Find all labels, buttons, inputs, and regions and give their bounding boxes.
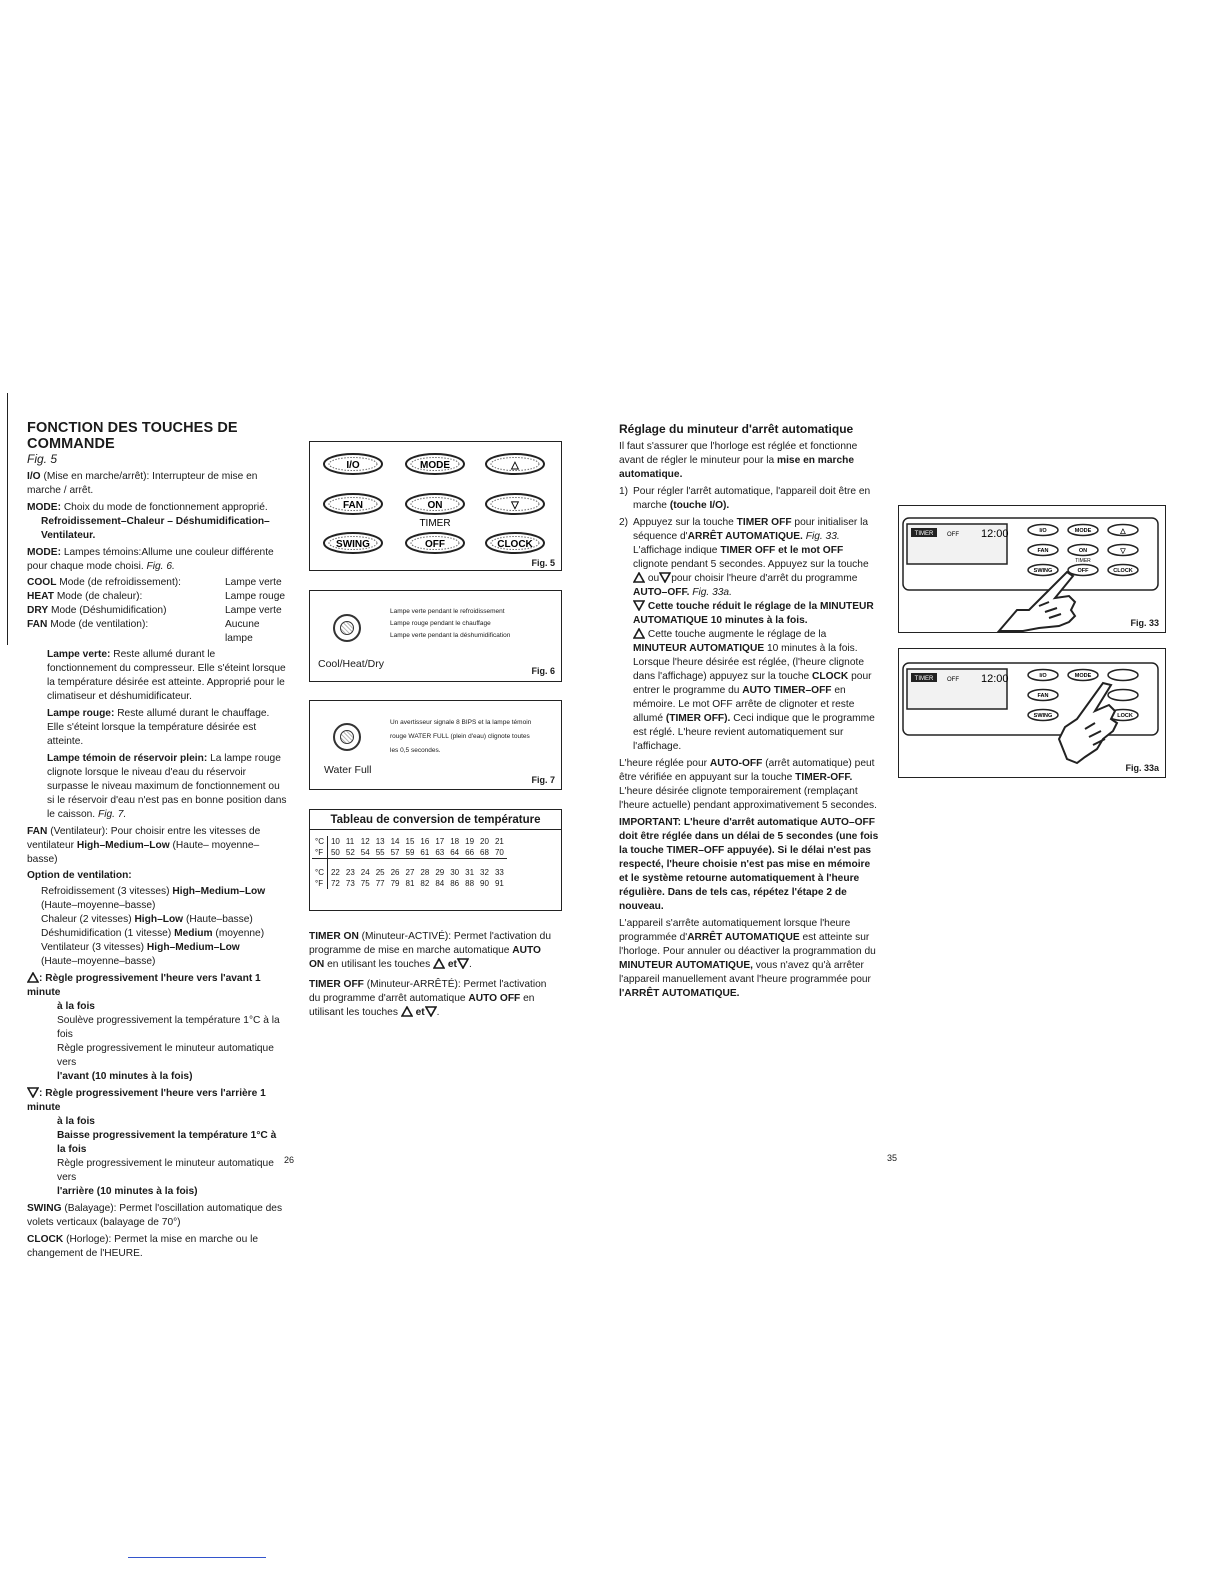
lamp-mode-row: HEAT Mode (de chaleur): Lampe rouge <box>27 591 286 602</box>
lamp-mode-row: DRY Mode (Déshumidification) Lampe verte <box>27 605 282 616</box>
fig5-button-panel <box>309 441 562 571</box>
step-1: 1) Pour régler l'arrêt automatique, l'appareil doit être en marche (touche I/O). <box>619 486 871 511</box>
ventilation-option-heading: Option de ventilation: <box>27 870 132 881</box>
timer-section-title: Réglage du minuteur d'arrêt automatique <box>619 422 854 436</box>
table-row: °C 10 11 12 13 14 15 16 17 18 19 20 21 <box>312 836 507 847</box>
table-row: °F 72 73 75 77 79 81 82 84 86 88 90 91 <box>312 878 507 889</box>
page-number-26: 26 <box>284 1155 295 1165</box>
conversion-table-title: Tableau de conversion de température <box>310 810 561 830</box>
step-2: 2) Appuyez sur la touche TIMER OFF pour initialiser la séquence d'ARRÊT AUTOMATIQUE. Fig. 33. L'affichage indique TIMER OFF et le mot OFF clignote pendant 5 secondes. Appuyez sur la touche ou pour choisir l'heure d'arrêt du programme AUTO–OFF. Fig. 33a. Cette touche réduit le réglage de la MINUTEUR AUTOMATIQUE 10 minutes à la fois. Cette touche augmente le réglage de la MINUTEUR AUTOMATIQUE 10 minutes à la fois. Lorsque l'heure désirée est réglée, (l'heure clignote dans l'affichage) appuyez sur la touche CLOCK pour entrer le programme du AUTO TIMER–OFF en mémoire. Le mot OFF arrête de clignoter et reste allumé (TIMER OFF). Ceci indique que le programme est réglé. L'heure revient automatiquement sur l'affichage. <box>619 517 875 752</box>
ventilation-option-list <box>41 885 287 969</box>
fig33a-drawing <box>899 649 1165 777</box>
svg-text:FAN: FAN <box>1037 693 1049 699</box>
clock-definition: CLOCK (Horloge): Permet la mise en marche ou le changement de l'HEURE. <box>27 1234 259 1259</box>
svg-text:OFF: OFF <box>425 539 445 550</box>
fan-definition: FAN (Ventilateur): Pour choisir entre les vitesses de ventilateur High–Medium–Low (Haute– moyenne–basse) <box>27 826 261 865</box>
option-line: Refroidissement (3 vitesses) High–Medium–Low <box>41 886 266 897</box>
red-lamp-definition: Lampe rouge: Reste allumé durant le chauffage. Elle s'éteint lorsque la température désirée est atteinte. <box>47 708 270 747</box>
fig7-caption: Fig. 7 <box>531 775 555 785</box>
fig33a-button-fan <box>1028 690 1058 701</box>
svg-text:▽: ▽ <box>1120 548 1126 555</box>
fig6-lamp-panel <box>309 590 562 682</box>
svg-text:LOCK: LOCK <box>1117 713 1133 719</box>
svg-text:ON: ON <box>1078 548 1088 554</box>
fig5-button-on <box>406 494 464 514</box>
table-row <box>312 859 507 868</box>
fig5-button-fan <box>324 494 382 514</box>
left-column <box>27 420 287 1261</box>
up-triangle-icon <box>633 572 645 583</box>
fig5-button-up <box>486 454 544 474</box>
fig5-button-clock <box>486 533 544 553</box>
svg-text:△: △ <box>511 460 519 471</box>
table-row: °F 50 52 54 55 57 59 61 63 64 66 68 70 <box>312 847 507 859</box>
right-text-column <box>619 422 881 1001</box>
svg-text:MODE: MODE <box>1074 528 1092 534</box>
svg-text:▽: ▽ <box>511 500 519 511</box>
fig33-panel <box>898 505 1166 633</box>
fig5-button-mode <box>406 454 464 474</box>
io-term: I/O <box>27 471 41 482</box>
fig33-button-off <box>1068 565 1098 576</box>
fig5-button-down <box>486 494 544 514</box>
mode-lamps-term: MODE: <box>27 547 61 558</box>
svg-text:CLOCK: CLOCK <box>497 539 533 550</box>
fig33-button-mode <box>1068 525 1098 536</box>
svg-text:△: △ <box>1120 528 1126 535</box>
svg-text:FAN: FAN <box>343 500 363 511</box>
svg-text:I/O: I/O <box>1039 528 1047 534</box>
table-row: °C 22 23 24 25 26 27 28 29 30 31 32 33 <box>312 867 507 878</box>
fig7-label: Water Full <box>324 764 372 776</box>
fig6-label: Cool/Heat/Dry <box>318 658 384 670</box>
up-triangle-icon <box>27 972 39 983</box>
svg-text:I/O: I/O <box>1039 673 1047 679</box>
fig33-caption: Fig. 33 <box>1130 618 1159 628</box>
svg-text:TIMER: TIMER <box>914 676 934 682</box>
down-triangle-icon <box>457 958 469 969</box>
svg-text:12:00: 12:00 <box>981 673 1009 685</box>
full-tank-lamp-definition: Lampe témoin de réservoir plein: La lampe rouge clignote lorsque le niveau d'eau du réservoir surpasse le niveau maximum de fonctionnement ou si le réservoir d'eau n'est pas en bonne position dans le caisson. Fig. 7. <box>47 753 287 820</box>
swing-definition: SWING (Balayage): Permet l'oscillation automatique des volets verticaux (balayage de 70°) <box>27 1203 283 1228</box>
fig33a-button-swing <box>1028 710 1058 721</box>
down-triangle-icon <box>633 600 645 611</box>
option-line: Ventilateur (3 vitesses) High–Medium–Low <box>41 942 240 953</box>
fig33a-button-mode <box>1068 670 1098 681</box>
svg-text:I/O: I/O <box>346 460 360 471</box>
page-number-35: 35 <box>887 1153 898 1163</box>
svg-text:CLOCK: CLOCK <box>1113 568 1133 574</box>
fig5-buttons <box>310 442 561 570</box>
green-lamp-definition: Lampe verte: Reste allumé durant le fonctionnement du compresseur. Elle s'éteint lorsque la température désirée est atteinte. Approprié pour le climatiseur et déshumidificateur. <box>47 649 286 702</box>
fig33-button-up <box>1108 525 1138 536</box>
svg-text:12:00: 12:00 <box>981 528 1009 540</box>
mode-lamps-definition <box>27 546 287 574</box>
down-triangle-icon <box>425 1006 437 1017</box>
fig5-button-io <box>324 454 382 474</box>
timer-off-definition: TIMER OFF (Minuteur-ARRÊTÉ): Permet l'activation du programme d'arrêt automatique AUTO OFF en utilisant les touches et . <box>309 979 547 1018</box>
fig7-legend: Un avertisseur signale 8 BIPS et la lampe témoin rouge WATER FULL (plein d'eau) clignote toutes les 0,5 secondes. <box>390 719 532 754</box>
pointing-hand-icon <box>999 572 1075 631</box>
up-triangle-icon <box>633 628 645 639</box>
cool-heat-dry-lamp-icon <box>333 614 361 642</box>
mode-list: Refroidissement–Chaleur – Déshumidification– Ventilateur. <box>41 516 270 541</box>
conversion-table-grid <box>312 836 507 889</box>
option-line: (Haute–moyenne–basse) <box>41 900 156 911</box>
down-arrow-definition: : Règle progressivement l'heure vers l'arrière 1 minute à la fois Baisse progressivement la température 1°C à la fois Règle progressivement le minuteur automatique vers l'arrière (10 minutes à la fois) <box>27 1088 277 1197</box>
fig5-button-swing <box>324 533 382 553</box>
svg-text:MODE: MODE <box>420 460 450 471</box>
page-35 <box>612 0 1224 1584</box>
svg-text:MODE: MODE <box>1074 673 1092 679</box>
fig33-button-io <box>1028 525 1058 536</box>
fig33a-panel <box>898 648 1166 778</box>
io-definition <box>27 470 287 498</box>
section-subtitle: Fig. 5 <box>27 452 58 466</box>
auto-stop-note: L'appareil s'arrête automatiquement lorsque l'heure programmée d'ARRÊT AUTOMATIQUE est atteinte sur l'horloge. Pour annuler ou déactiver la programmation du MINUTEUR AUTOMATIQUE, vous n'avez qu'à arrêter l'appareil manuellement avant l'heure programmée pour l'ARRÊT AUTOMATIQUE. <box>619 918 876 999</box>
down-triangle-icon <box>659 572 671 583</box>
lamp-mode-row: COOL Mode (de refroidissement): Lampe verte <box>27 577 282 588</box>
svg-text:OFF: OFF <box>947 677 959 683</box>
fig33a-button-io <box>1028 670 1058 681</box>
temperature-conversion-table <box>309 809 562 911</box>
svg-text:TIMER: TIMER <box>914 531 934 537</box>
mode-definition <box>27 501 287 515</box>
fig33-button-down <box>1108 545 1138 556</box>
lamp-mode-row: FAN Mode (de ventilation): Aucune lampe <box>27 619 260 644</box>
fig33-button-fan <box>1028 545 1058 556</box>
mode-text: Choix du mode de fonctionnement approprié. <box>63 502 268 513</box>
up-arrow-definition: : Règle progressivement l'heure vers l'avant 1 minute à la fois Soulève progressivement la température 1°C à la fois Règle progressivement le minuteur automatique vers l'avant (10 minutes à la fois) <box>27 973 280 1082</box>
fig7-water-full-panel <box>309 700 562 790</box>
svg-text:ON: ON <box>427 500 443 511</box>
fig33-drawing <box>899 506 1165 632</box>
svg-text:TIMER: TIMER <box>1075 558 1091 564</box>
important-note: IMPORTANT: L'heure d'arrêt automatique AUTO–OFF doit être réglée dans un délai de 5 secondes (une fois la touche TIMER–OFF appuyée). Si le délai n'est pas respecté, l'heure choisie n'est pas mise en mémoire et le système retourne automatiquement à l'heure régulière. Dans de tels cas, répétez l'étape 2 de nouveau. <box>619 817 879 912</box>
fig5-caption: Fig. 5 <box>531 558 555 568</box>
fig6-lamp-legend: Lampe verte pendant le refroidissement Lampe rouge pendant le chauffage Lampe verte pendant la déshumidification <box>390 608 511 639</box>
io-text: (Mise en marche/arrêt): Interrupteur de mise en marche / arrêt. <box>27 471 258 496</box>
option-line: Déshumidification (1 vitesse) Medium (moyenne) <box>41 928 265 939</box>
svg-text:SWING: SWING <box>1033 713 1053 719</box>
fig33-button-on <box>1068 545 1098 556</box>
svg-text:SWING: SWING <box>336 539 370 550</box>
up-triangle-icon <box>433 958 445 969</box>
svg-text:FAN: FAN <box>1037 548 1049 554</box>
option-line: Chaleur (2 vitesses) High–Low (Haute–basse) <box>41 914 253 925</box>
svg-text:SWING: SWING <box>1033 568 1053 574</box>
svg-text:OFF: OFF <box>1077 568 1089 574</box>
mode-term: MODE: <box>27 502 61 513</box>
section-title: FONCTION DES TOUCHES DE COMMANDE <box>27 420 238 452</box>
fig33a-caption: Fig. 33a <box>1125 763 1159 773</box>
mode-lamps-text: Lampes témoins:Allume une couleur différente pour chaque mode choisi. <box>27 547 274 572</box>
fig33a-button-down <box>1108 690 1138 701</box>
svg-text:OFF: OFF <box>947 532 959 538</box>
fig5-timer-label: TIMER <box>419 518 451 529</box>
bottom-blue-rule <box>128 1557 266 1558</box>
fig33-button-swing <box>1028 565 1058 576</box>
fig33a-button-up <box>1108 670 1138 681</box>
up-triangle-icon <box>401 1006 413 1017</box>
down-triangle-icon <box>27 1087 39 1098</box>
mode-lamps-fig: Fig. 6. <box>146 561 175 572</box>
fig5-button-off <box>406 533 464 553</box>
fig6-caption: Fig. 6 <box>531 666 555 676</box>
lamp-mode-list <box>27 576 287 646</box>
auto-off-check: L'heure réglée pour AUTO-OFF (arrêt automatique) peut être vérifiée en appuyant sur la touche TIMER-OFF. L'heure désirée clignote temporairement (remplaçant l'heure actuelle) pendant approximativement 5 secondes. <box>619 758 877 811</box>
timer-on-definition: TIMER ON (Minuteur-ACTIVÉ): Permet l'activation du programme de mise en marche automatique AUTO ON en utilisant les touches et . <box>309 931 552 970</box>
option-line: (Haute–moyenne–basse) <box>41 956 156 967</box>
water-full-lamp-icon <box>333 723 361 751</box>
fig33-button-clock <box>1108 565 1138 576</box>
timer-intro: Il faut s'assurer que l'horloge est réglée et fonctionne avant de régler le minuteur pour la mise en marche automatique. <box>619 441 858 480</box>
